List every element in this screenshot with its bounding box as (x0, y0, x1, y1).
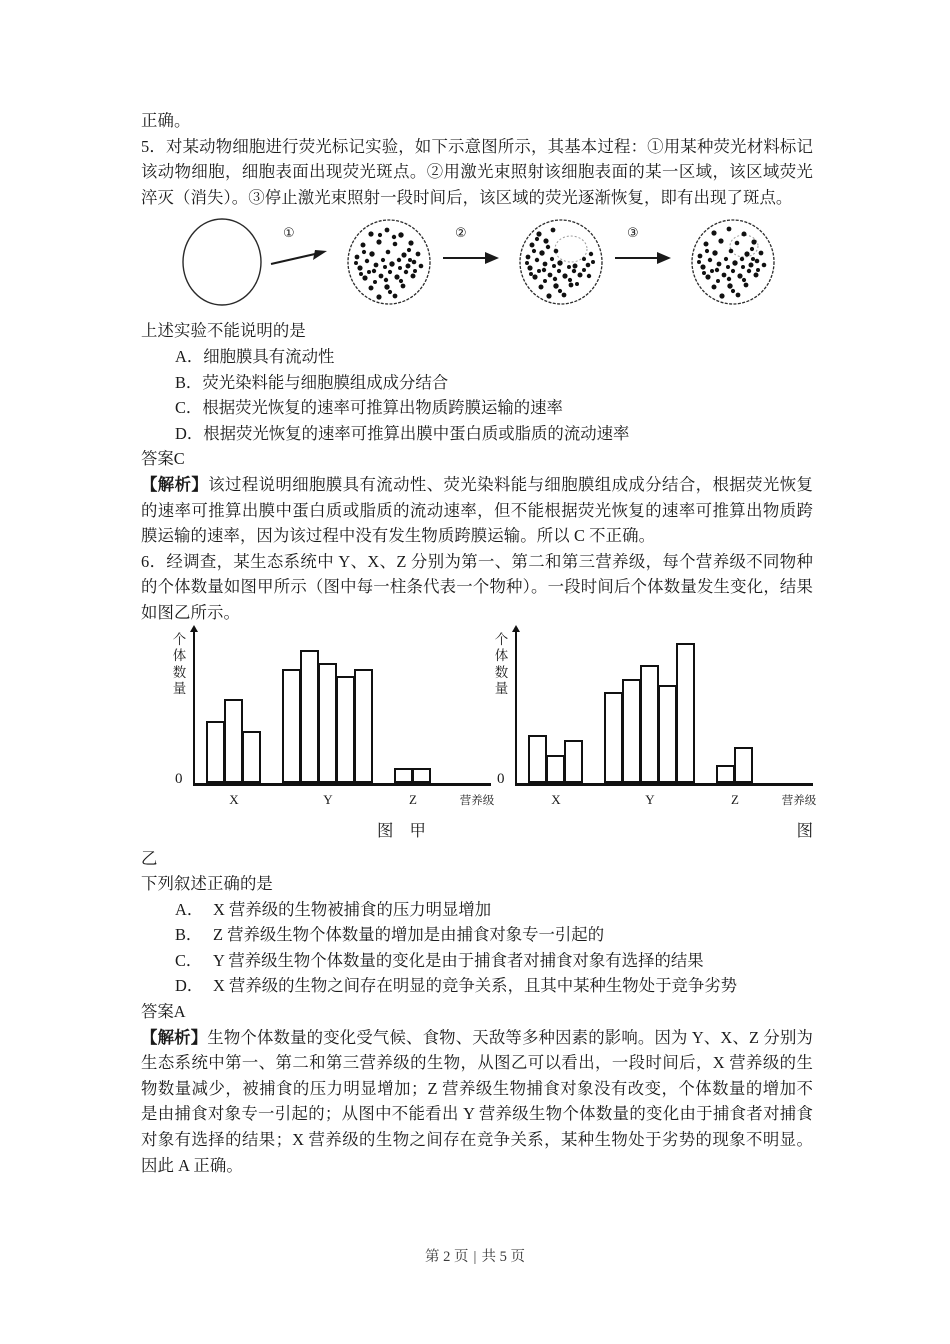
bar-jia-y-5 (354, 669, 373, 783)
chart-jia-xtick-z: Z (409, 791, 417, 807)
question-5-stem: 5．对某动物细胞进行荧光标记实验，如下示意图所示，其基本过程：①用某种荧光材料标记该动物细胞，细胞表面出现荧光斑点。②用激光束照射该细胞表面的某一区域，该区域荧光淬灭（消失）。③停止激光束照射一段时间后，该区域的荧光逐渐恢复，即有出现了斑点。 (141, 136, 813, 207)
q5-option-b-label: B． (175, 372, 203, 392)
q5-option-b (141, 370, 813, 396)
chart-yi-xtick-y: Y (645, 791, 655, 807)
bar-yi-y-3 (640, 665, 659, 783)
bar-jia-z-1 (394, 768, 413, 783)
q6-answer-label: 答案 (141, 1002, 174, 1022)
footer-separator: | (473, 1249, 477, 1265)
bar-yi-x-1 (528, 735, 547, 783)
q6-option-a-text: X 营养级的生物被捕食的压力明显增加 (213, 899, 492, 919)
q5-answer (141, 446, 813, 472)
page-footer (0, 1245, 950, 1266)
q5-analysis (141, 472, 813, 549)
chart-jia-xlabel: 营养级 (459, 794, 495, 807)
q5-option-a-label: A． (175, 346, 204, 366)
bar-yi-y-5 (676, 643, 695, 783)
q6-analysis-text: 生物个体数量的变化受气候、食物、天敌等多种因素的影响。因为 Y、X、Z 分别为生态系统中第一、第二和第三营养级的生物，从图乙可以看出，一段时间后，X 营养级的生物数量减少，被捕食的压力明显增加；Z 营养级生物捕食对象没有改变，个体数量的增加不是由捕食对象专一引起的；从图中不能看出 Y 营养级生物个体数量的变化由于捕食者对捕食对象有选择的结果；X 营养级的生物之间存在竞争关系，某种生物处于劣势的现象不明显。因此 A 正确。 (141, 1027, 814, 1175)
question-6-stem: 6．经调查，某生态系统中 Y、X、Z 分别为第一、第二和第三营养级，每个营养级不同物种的个体数量如图甲所示（图中每一柱条代表一个物种）。一段时间后个体数量发生变化，结果如图乙所示。 (141, 551, 813, 622)
step-number-3: ③ (627, 226, 639, 242)
q5-option-c-text: 根据荧光恢复的速率可推算出物质跨膜运输的速率 (202, 398, 563, 418)
chart-yi-ylabel: 个体数量 (494, 631, 509, 696)
q5-option-b-text: 荧光染料能与细胞膜组成成分结合 (202, 372, 449, 392)
q6-option-b-label: B． (175, 925, 203, 945)
chart-jia-ylabel: 个体数量 (172, 631, 187, 696)
q5-option-d-label: D． (175, 423, 204, 443)
cell-stage-1-unlabeled (179, 216, 265, 313)
bar-jia-y-4 (336, 676, 355, 783)
question-6-prompt: 下列叙述正确的是 (141, 874, 273, 894)
chart-jia-xticks (193, 788, 495, 808)
q6-option-c-label: C． (175, 950, 203, 970)
figure-caption-jia: 图 甲 (377, 820, 432, 840)
chart-jia-xtick-y: Y (323, 791, 333, 807)
chart-yi-yaxis (515, 630, 517, 786)
q6-option-a-label: A． (175, 899, 204, 919)
bar-yi-z-1 (716, 765, 735, 783)
chart-yi-xaxis (515, 783, 813, 786)
q5-option-d-text: 根据荧光恢复的速率可推算出膜中蛋白质或脂质的流动速率 (203, 423, 630, 443)
figure-caption-yi-part1: 图 (796, 820, 813, 840)
page-content (141, 108, 817, 1178)
chart-jia-yaxis (193, 630, 195, 786)
q6-option-d-text: X 营养级的生物之间存在明显的竞争关系，且其中某种生物处于竞争劣势 (213, 976, 738, 996)
q5-analysis-label: 【解析】 (141, 474, 209, 494)
chart-yi-xtick-x: X (551, 791, 561, 807)
q6-option-b-text: Z 营养级生物个体数量的增加是由捕食对象专一引起的 (213, 925, 605, 945)
bar-yi-y-4 (658, 685, 677, 783)
footer-total-pages: 共 5 页 (481, 1249, 525, 1265)
q6-answer-value: A (173, 1002, 186, 1022)
chart-jia-xaxis (193, 783, 491, 786)
bar-yi-z-2 (734, 747, 753, 783)
q6-option-d-label: D． (175, 976, 204, 996)
arrow-step-2 (441, 226, 503, 274)
arrow-step-1 (269, 226, 331, 274)
question-5-prompt: 上述实验不能说明的是 (141, 321, 306, 341)
step-number-2: ② (455, 226, 467, 242)
bar-jia-y-2 (300, 650, 319, 783)
bar-yi-y-1 (604, 692, 623, 783)
chart-yi-origin: 0 (497, 770, 505, 787)
q5-option-d (141, 421, 813, 447)
figure-caption-yi-part2: 乙 (141, 848, 158, 868)
cell-stage-2-labeled (343, 216, 435, 313)
bar-yi-y-2 (622, 679, 641, 783)
q5-answer-label: 答案 (141, 449, 174, 469)
bar-jia-z-2 (412, 768, 431, 783)
figure-captions (141, 820, 813, 846)
chart-yi-xticks (515, 788, 817, 808)
chart-jia-plot (193, 630, 491, 786)
chart-yi-plot (515, 630, 813, 786)
q6-option-c (141, 948, 813, 974)
q5-option-c-label: C． (175, 398, 203, 418)
bar-jia-y-1 (282, 669, 301, 783)
arrow-step-3 (613, 226, 675, 274)
bar-jia-x-3 (242, 731, 261, 783)
carryover-line: 正确。 (141, 111, 191, 130)
step-number-1: ① (283, 226, 295, 242)
q6-answer (141, 999, 813, 1025)
q5-option-a (141, 344, 813, 370)
q6-analysis (141, 1025, 813, 1179)
fluorescence-diagram (141, 216, 813, 316)
cell-stage-4-recovered (687, 216, 779, 313)
bar-jia-y-3 (318, 663, 337, 783)
bar-jia-x-2 (224, 699, 243, 783)
q5-analysis-text: 该过程说明细胞膜具有流动性、荧光染料能与细胞膜组成成分结合，根据荧光恢复的速率可推算出膜中蛋白质或脂质的流动速率，但不能根据荧光恢复的速率可推算出物质跨膜运输的速率，因为该过程中没有发生物质跨膜运输。所以 C 不正确。 (141, 474, 813, 546)
bar-charts-container (141, 630, 817, 820)
chart-yi-xlabel: 营养级 (781, 794, 817, 807)
chart-yi (493, 630, 817, 820)
q5-option-c (141, 395, 813, 421)
footer-page-number: 第 2 页 (425, 1249, 469, 1265)
chart-jia (171, 630, 495, 820)
q6-option-a (141, 897, 813, 923)
q6-option-d (141, 973, 813, 999)
q6-option-b (141, 922, 813, 948)
chart-jia-xtick-x: X (229, 791, 239, 807)
bar-yi-x-3 (564, 740, 583, 783)
q6-analysis-label: 【解析】 (141, 1027, 208, 1047)
chart-jia-origin: 0 (175, 770, 183, 787)
chart-yi-xtick-z: Z (731, 791, 739, 807)
bar-yi-x-2 (546, 755, 565, 783)
q6-option-c-text: Y 营养级生物个体数量的变化是由于捕食者对捕食对象有选择的结果 (213, 950, 704, 970)
cell-stage-3-bleached (515, 216, 607, 313)
q5-answer-value: C (173, 449, 185, 469)
q5-option-a-text: 细胞膜具有流动性 (203, 346, 335, 366)
bar-jia-x-1 (206, 721, 225, 783)
